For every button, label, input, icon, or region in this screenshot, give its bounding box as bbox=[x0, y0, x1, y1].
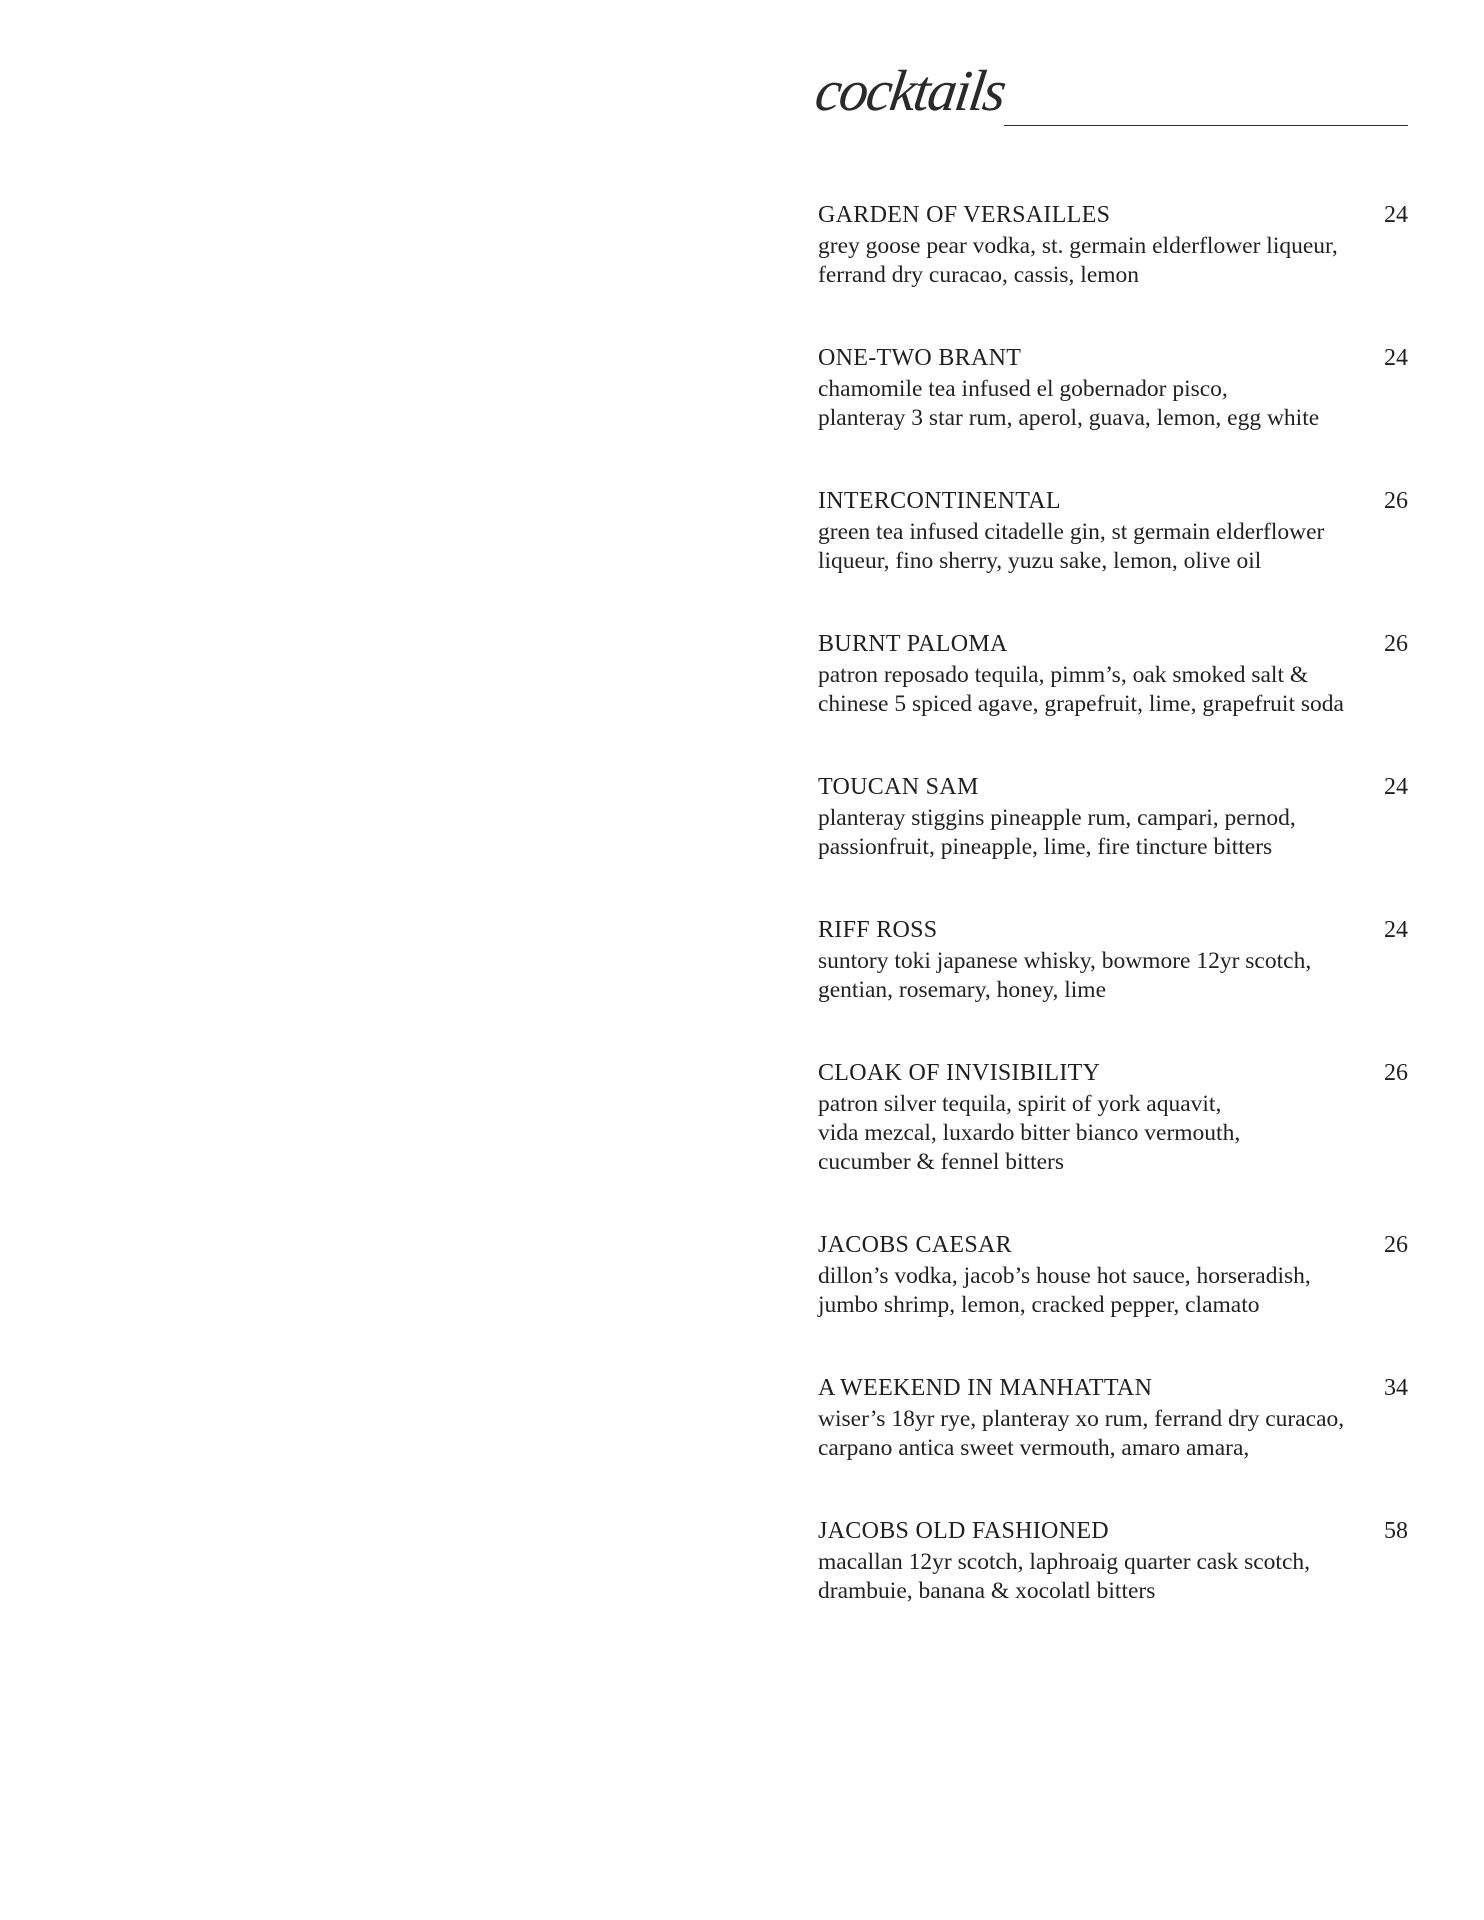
menu-item-heading bbox=[818, 345, 1408, 375]
drink-price: 26 bbox=[1384, 1232, 1408, 1258]
drink-price: 24 bbox=[1384, 917, 1408, 943]
drink-price: 24 bbox=[1384, 202, 1408, 228]
description-line: planteray 3 star rum, aperol, guava, lemon, egg white bbox=[818, 405, 1320, 431]
menu-item-toucan-sam bbox=[818, 774, 1408, 917]
description-line: cucumber & fennel bitters bbox=[818, 1149, 1065, 1175]
description-line: jumbo shrimp, lemon, cracked pepper, clamato bbox=[818, 1292, 1260, 1318]
description-line: passionfruit, pineapple, lime, fire tincture bitters bbox=[818, 834, 1273, 860]
description-line: chinese 5 spiced agave, grapefruit, lime, grapefruit soda bbox=[818, 691, 1344, 717]
description-line: carpano antica sweet vermouth, amaro amara, bbox=[818, 1435, 1250, 1461]
description-line: dillon’s vodka, jacob’s house hot sauce, horseradish, bbox=[818, 1263, 1311, 1289]
description-line: drambuie, banana & xocolatl bitters bbox=[818, 1578, 1156, 1604]
menu-item-heading bbox=[818, 202, 1408, 232]
drink-description bbox=[818, 375, 1408, 433]
drink-description bbox=[818, 1405, 1408, 1463]
menu-item-heading bbox=[818, 631, 1408, 661]
drink-description bbox=[818, 661, 1408, 719]
menu-item-heading bbox=[818, 917, 1408, 947]
menu-item-heading bbox=[818, 774, 1408, 804]
menu-item-a-weekend-in-manhattan bbox=[818, 1375, 1408, 1518]
menu-item-riff-ross bbox=[818, 917, 1408, 1060]
drink-description bbox=[818, 1548, 1408, 1606]
drink-name: ONE-TWO BRANT bbox=[818, 345, 1022, 371]
drink-price: 26 bbox=[1384, 1060, 1408, 1086]
drink-description bbox=[818, 1262, 1408, 1320]
menu-item-intercontinental bbox=[818, 488, 1408, 631]
drink-price: 58 bbox=[1384, 1518, 1408, 1544]
menu-item-heading bbox=[818, 1060, 1408, 1090]
description-line: gentian, rosemary, honey, lime bbox=[818, 977, 1107, 1003]
drink-description bbox=[818, 804, 1408, 862]
drink-name: A WEEKEND IN MANHATTAN bbox=[818, 1375, 1153, 1401]
drink-name: BURNT PALOMA bbox=[818, 631, 1008, 657]
description-line: suntory toki japanese whisky, bowmore 12yr scotch, bbox=[818, 948, 1312, 974]
menu-item-jacobs-old-fashioned bbox=[818, 1518, 1408, 1661]
section-header bbox=[811, 58, 1408, 140]
description-line: patron reposado tequila, pimm’s, oak smoked salt & bbox=[818, 662, 1309, 688]
menu-item-one-two-brant bbox=[818, 345, 1408, 488]
description-line: patron silver tequila, spirit of york aquavit, bbox=[818, 1091, 1222, 1117]
section-title: cocktails bbox=[811, 58, 1009, 123]
drink-price: 26 bbox=[1384, 488, 1408, 514]
cocktails-menu bbox=[811, 58, 1408, 1661]
drink-price: 34 bbox=[1384, 1375, 1408, 1401]
drink-description bbox=[818, 1090, 1408, 1177]
drink-price: 24 bbox=[1384, 774, 1408, 800]
drink-name: INTERCONTINENTAL bbox=[818, 488, 1061, 514]
drink-name: JACOBS CAESAR bbox=[818, 1232, 1012, 1258]
drink-name: RIFF ROSS bbox=[818, 917, 938, 943]
drink-name: CLOAK OF INVISIBILITY bbox=[818, 1060, 1101, 1086]
description-line: ferrand dry curacao, cassis, lemon bbox=[818, 262, 1140, 288]
drink-name: TOUCAN SAM bbox=[818, 774, 979, 800]
menu-item-heading bbox=[818, 1375, 1408, 1405]
description-line: chamomile tea infused el gobernador pisco, bbox=[818, 376, 1228, 402]
menu-item-garden-of-versailles bbox=[818, 202, 1408, 345]
description-line: green tea infused citadelle gin, st germain elderflower bbox=[818, 519, 1325, 545]
menu-item-cloak-of-invisibility bbox=[818, 1060, 1408, 1232]
description-line: macallan 12yr scotch, laphroaig quarter cask scotch, bbox=[818, 1549, 1310, 1575]
description-line: grey goose pear vodka, st. germain elderflower liqueur, bbox=[818, 233, 1338, 259]
description-line: wiser’s 18yr rye, planteray xo rum, ferrand dry curacao, bbox=[818, 1406, 1345, 1432]
drink-description bbox=[818, 232, 1408, 290]
menu-item-heading bbox=[818, 488, 1408, 518]
menu-item-heading bbox=[818, 1518, 1408, 1548]
drink-description bbox=[818, 518, 1408, 576]
description-line: planteray stiggins pineapple rum, campari, pernod, bbox=[818, 805, 1296, 831]
drink-price: 26 bbox=[1384, 631, 1408, 657]
drink-description bbox=[818, 947, 1408, 1005]
drink-name: GARDEN OF VERSAILLES bbox=[818, 202, 1111, 228]
drink-name: JACOBS OLD FASHIONED bbox=[818, 1518, 1109, 1544]
menu-item-jacobs-caesar bbox=[818, 1232, 1408, 1375]
menu-item-heading bbox=[818, 1232, 1408, 1262]
description-line: liqueur, fino sherry, yuzu sake, lemon, olive oil bbox=[818, 548, 1262, 574]
drink-price: 24 bbox=[1384, 345, 1408, 371]
description-line: vida mezcal, luxardo bitter bianco vermouth, bbox=[818, 1120, 1241, 1146]
menu-item-burnt-paloma bbox=[818, 631, 1408, 774]
title-underline bbox=[1004, 125, 1408, 126]
